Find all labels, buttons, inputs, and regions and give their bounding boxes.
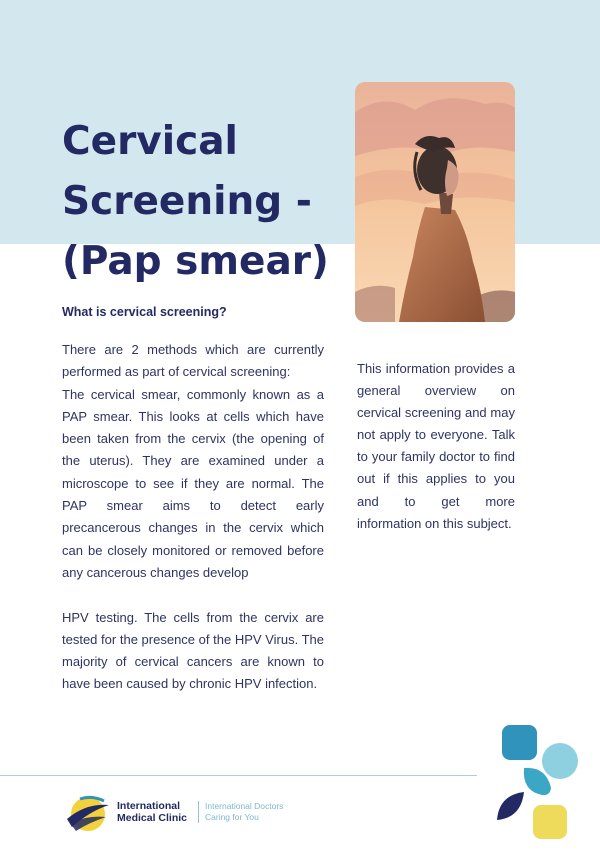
hpv-testing-paragraph: HPV testing. The cells from the cervix are tested for the presence of the HPV Virus. The majority of cervical cancers are known to have been caused by chronic HPV infection.	[62, 609, 324, 692]
clinic-name-line-1: International	[117, 800, 181, 812]
tagline-line-1: International Doctors	[205, 801, 284, 811]
logo-separator	[198, 801, 199, 823]
blue-square-shape	[502, 725, 537, 760]
page-title-line-2: Screening -	[62, 179, 312, 224]
section-heading: What is cervical screening?	[62, 305, 227, 319]
page-title	[62, 112, 329, 292]
page-title-line-3: (Pap smear)	[62, 239, 329, 284]
clinic-name-line-2: Medical Clinic	[117, 812, 188, 824]
yellow-square-shape	[533, 805, 567, 839]
light-blue-circle-shape	[542, 743, 578, 779]
sidebar-note	[357, 358, 515, 535]
main-body-text	[62, 339, 324, 696]
decorative-shapes	[490, 722, 590, 851]
footer-divider	[0, 775, 477, 776]
woman-sunset-photo	[355, 82, 515, 322]
clinic-name	[117, 800, 187, 824]
tagline-line-2: Caring for You	[205, 812, 259, 822]
page-title-line-1: Cervical	[62, 119, 238, 164]
sidebar-note-text: This information provides a general overview on cervical screening and may not apply to everyone. Talk to your family doctor to find out if this applies to you and to get more information on this subject.	[357, 361, 515, 531]
clinic-tagline	[205, 801, 283, 823]
clinic-logo-icon	[64, 793, 112, 838]
pap-smear-paragraph: The cervical smear, commonly known as a PAP smear. This looks at cells which have been taken from the cervix (the opening of the uterus). They are examined under a microscope to see if they are normal. The PAP smear aims to detect early precancerous changes in the cervix which can be closely monitored or removed before any cancerous changes develop	[62, 386, 324, 580]
navy-leaf-shape	[497, 792, 524, 820]
intro-paragraph: There are 2 methods which are currently performed as part of cervical screening:	[62, 342, 324, 380]
